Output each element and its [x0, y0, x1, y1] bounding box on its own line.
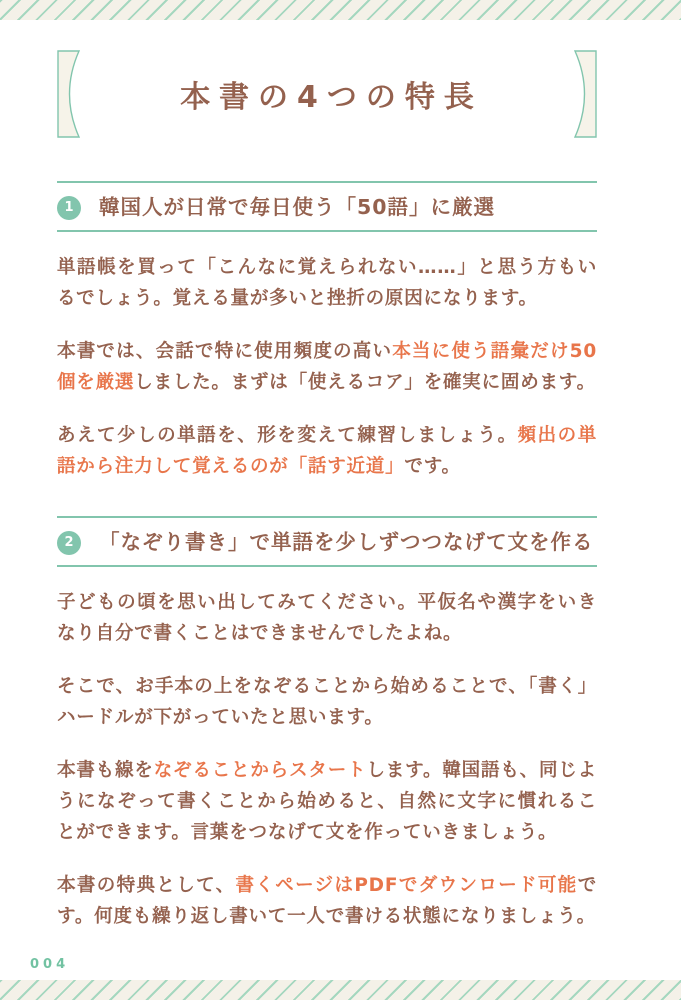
- body-text: そこで、お手本の上をなぞることから始めることで、「書く」ハードルが下がっていたと思います。: [57, 676, 597, 728]
- paragraph: [57, 252, 597, 314]
- body-text: です。何度も繰り返し書いて一人で書ける状態になりましょう。: [57, 875, 597, 927]
- feature-section-2: [57, 516, 597, 932]
- body-text: 本書では、会話で特に使用頻度の高い: [57, 341, 393, 362]
- highlighted-text: なぞることからスタート: [153, 760, 367, 781]
- body-text: しました。まずは「使えるコア」を確実に固めます。: [134, 372, 596, 393]
- body-text: 本書も線を: [57, 760, 154, 781]
- section-2-title: 「なぞり書き」で単語を少しずつつなげて文を作る: [99, 530, 594, 554]
- page-title: 本書の4つの特長: [180, 80, 483, 115]
- paragraph: [57, 755, 597, 848]
- body-text: 子どもの頃を思い出してみてください。平仮名や漢字をいきなり自分で書くことはできませんでしたよね。: [57, 592, 597, 644]
- section-2-heading: [57, 516, 597, 567]
- paragraph: [57, 671, 597, 733]
- page-content: [57, 0, 597, 932]
- section-1-body: [57, 252, 597, 482]
- body-text: します。韓国語も、同じようになぞって書くことから始めると、自然に文字に慣れることができます。言葉をつなげて文を作っていきましょう。: [57, 760, 597, 843]
- body-text: 本書の特典として、: [57, 875, 236, 896]
- paragraph: [57, 870, 597, 932]
- body-text: 単語帳を買って「こんなに覚えられない……」と思う方もいるでしょう。覚える量が多いと挫折の原因になります。: [57, 257, 597, 309]
- highlighted-text: 書くページはPDFでダウンロード可能: [235, 875, 578, 896]
- page-header: [57, 50, 597, 138]
- paragraph: [57, 420, 597, 482]
- bottom-stripe-border: [0, 980, 681, 1000]
- right-bracket-ornament: [574, 50, 597, 138]
- paragraph: [57, 587, 597, 649]
- highlighted-text: 頻出の単語から注力して覚えるのが「話す近道」: [57, 425, 598, 477]
- paragraph: [57, 336, 597, 398]
- highlighted-text: 本当に使う語彙だけ50個を厳選: [57, 341, 598, 393]
- section-1-title: 韓国人が日常で毎日使う「50語」に厳選: [99, 195, 496, 219]
- section-1-number-badge: 1: [57, 196, 81, 220]
- body-text: です。: [404, 456, 461, 477]
- section-2-body: [57, 587, 597, 932]
- body-text: あえて少しの単語を、形を変えて練習しましょう。: [57, 425, 518, 446]
- section-2-number-badge: 2: [57, 531, 81, 555]
- page-number: 004: [30, 957, 70, 972]
- left-bracket-ornament: [57, 50, 80, 138]
- section-1-heading: [57, 181, 597, 232]
- feature-section-1: [57, 181, 597, 482]
